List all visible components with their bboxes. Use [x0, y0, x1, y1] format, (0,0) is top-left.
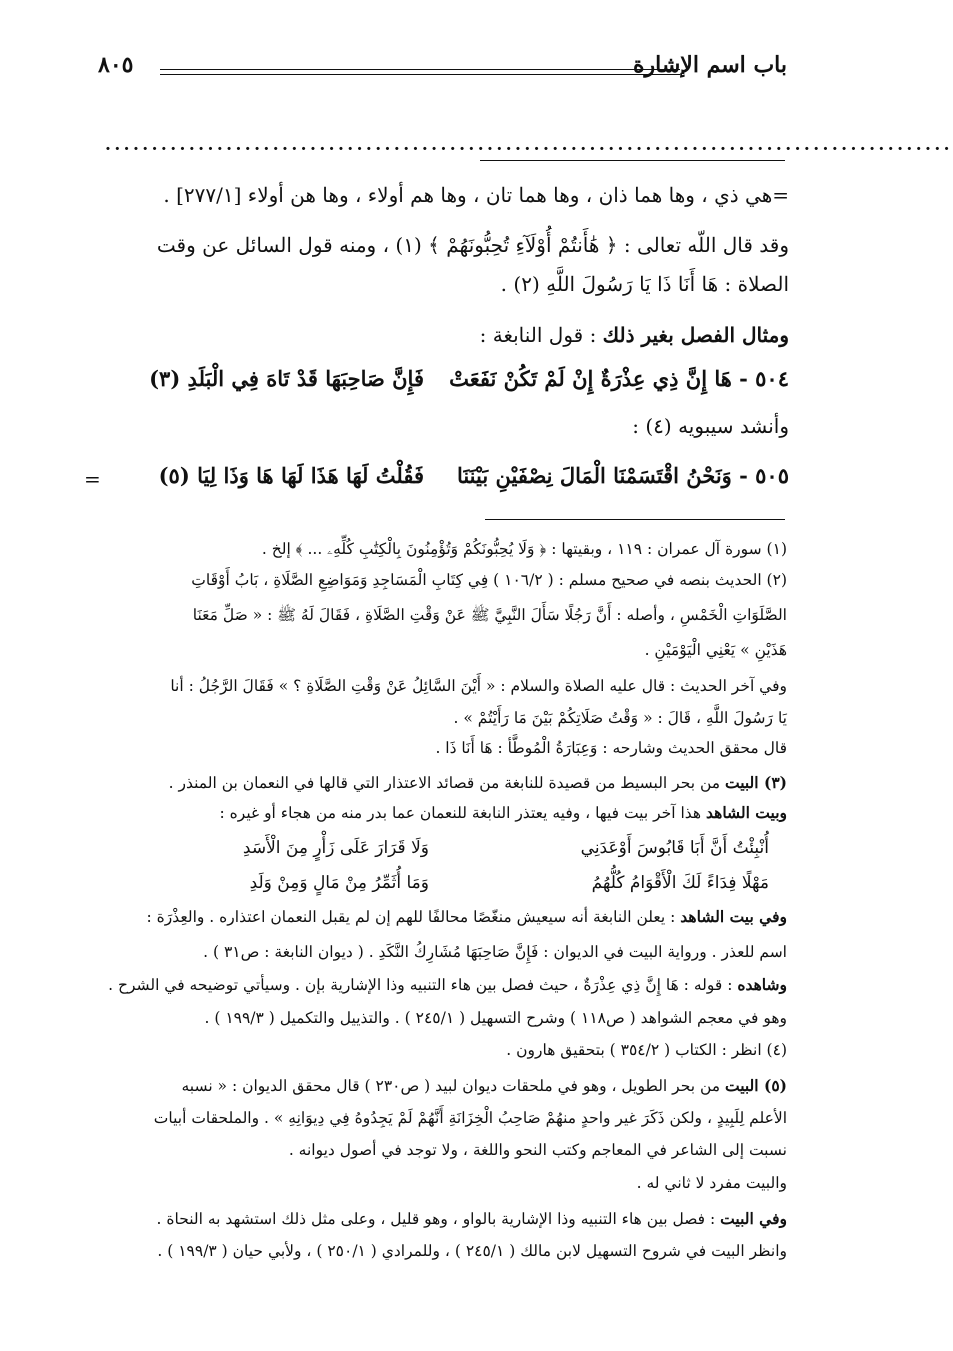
footnote-line	[220, 803, 787, 822]
bold-lead: وفي بيت الشاهد	[680, 907, 787, 926]
bold-lead: ومثال الفصل بغير ذلك	[602, 323, 789, 347]
bold-lead: (٣) البيت	[724, 773, 787, 792]
footnote-text: : يعلن النابغة أنه سيعيش منغّصًا محالفًا للهم إن لم يقبل النعمان اعتذاره . والعِذْرَة :	[146, 908, 681, 926]
main-line: وأنشد سيبويه (٤) :	[632, 414, 789, 438]
bold-lead: وفي البيت	[720, 1209, 787, 1228]
footnote-line: والبيت مفرد لا ثاني له .	[636, 1174, 787, 1192]
quoted-verse-first-hemistich: أُنْبِئْتُ أَنَّ أَبَا قَابُوسَ أَوْعَدَنِي	[580, 838, 769, 858]
footnote-text: : فصل بين هاء التنبيه وذا الإشارية بالواو ، وهو قليل ، وعلى مثل ذلك استشهد به النحاة .	[156, 1210, 721, 1228]
bold-lead: وشاهده	[737, 975, 787, 994]
footnote-line: وهو في معجم الشواهد ( ص١١٨ ) وشرح التسهيل ( ٢٤٥/١ ) . والتذييل والتكميل ( ١٩٩/٣ ) .	[204, 1009, 787, 1027]
verse-504-second-hemistich: فَإِنَّ صَاحِبَهَا قَدْ تَاهَ فِي الْبَلَدِ (٣)	[149, 366, 424, 391]
page-number: ٨٠٥	[98, 52, 134, 78]
footnote-text: هذا آخر بيت فيها ، وفيه يعتذر النابغة للنعمان عما بدر منه من هجاء أو غيره :	[219, 804, 707, 822]
footnote-text: : قوله : هَا إِنَّ ذِي عِذْرَةٌ ، حيث فصل بين هاء التنبيه وذا الإشارية بإن . وسيأتي توضيحه في الشرح .	[108, 976, 738, 994]
footnote-line: الأعلم لِلَبِيدٍ ، ولكن ذَكَرَ غير واحدٍ منهُمْ صَاحِبُ الْخِزَانَةِ أَنَّهُمْ لَمْ يَجِدُوهُ فِي دِيوَانِهِ » . والملحقات أبيات	[153, 1109, 787, 1127]
continuation-rule	[480, 160, 785, 161]
quoted-verse-first-hemistich: مَهْلًا فِدَاءً لَكَ الْأَقْوَامُ كُلُّهُمُ	[591, 873, 769, 893]
footnote-line	[147, 907, 788, 926]
footnote-line: يَا رَسُولَ اللَّهِ ، قَالَ : « وَقْتُ صَلَاتِكُمْ بَيْنَ مَا رَأَيْتُمْ » .	[453, 709, 787, 727]
main-line: وقد قال اللّه تعالى : ﴿ هَٰأَنتُمْ أُوْلَآءِ تُحِبُّونَهُمْ ﴾ (١) ، ومنه قول السائل عن وقت	[156, 233, 789, 257]
quoted-verse-second-hemistich: وَلَا قَرَارَ عَلَى زَأْرٍ مِنَ الْأَسَدِ	[242, 838, 429, 858]
footnote-line: هَذَيْنِ » يَعْنِي الْيَوْمَيْنِ .	[644, 641, 787, 659]
main-line	[480, 323, 789, 347]
footnote-line: الصَّلَوَاتِ الْخَمْسِ ، وأصله : أَنَّ رَجُلًا سَأَلَ النَّبِيَّ ﷺ عَنْ وَقْتِ الصَّلَاةِ ، فَقَالَ لَهُ ﷺ : « صَلِّ مَعَنَا	[192, 606, 787, 624]
continuation-mark: =	[84, 467, 101, 491]
footnote-text: من بحر الطويل ، وهو في ملحقات ديوان لبيد ( ص٢٣٠ ) قال محقق الديوان : « نسبه	[181, 1077, 725, 1095]
bold-lead: وبيت الشاهد	[706, 803, 787, 822]
footnote-line: وانظر البيت في شروح التسهيل لابن مالك ( ٢٤٥/١ ) ، وللمرادي ( ٢٥٠/١ ) ، ولأبي حيان ( ١٩٩/٣ ) .	[157, 1242, 787, 1260]
verse-505-second-hemistich: فَقُلْتُ لَهَا هَذَا لَهَا هَا وَذَا لِيَا (٥)	[158, 463, 424, 488]
footnote-line: قال محقق الحديث وشارحه : وَعِبَارَةُ الْمُوطَّأ : هَا أَنَا ذَا .	[435, 739, 787, 757]
bold-lead: (٥) البيت	[724, 1076, 787, 1095]
dotted-separator: ...........................................................................................	[105, 135, 953, 155]
footnote-line: (١) سورة آل عمران : ١١٩ ، وبقيتها : ﴿ وَلَا يُحِبُّونَكُمْ وَتُؤْمِنُونَ بِالْكِتَٰبِ كُلِّهِۦ ... ﴾ إلخ .	[261, 540, 787, 558]
footnote-line: اسم للعذر . ورواية البيت في الديوان : فَإِنَّ صَاحِبَهَا مُشَارِكُ النَّكَدِ . ( ديوان النابغة : ص٣١ ) .	[203, 943, 787, 961]
footnote-line: (٢) الحديث بنصه في صحيح مسلم : ( ١٠٦/٢ ) فِي كِتَابِ الْمَسَاجِدِ وَمَوَاضِعِ الصَّلَاةِ ، بَابُ أَوْقَاتِ	[191, 571, 787, 589]
footnote-line	[157, 1209, 788, 1228]
footnote-text: من بحر البسيط من قصيدة للنابغة من قصائد الاعتذار التي قالها في النعمان بن المنذر .	[168, 774, 725, 792]
footnote-line: وفي آخر الحديث : قال عليه الصلاة والسلام : « أَيْنَ السَّائِلُ عَنْ وَقْتِ الصَّلَاةِ ؟ » فَقَالَ الرَّجُلُ : أنا	[170, 677, 787, 695]
verse-504-first-hemistich: ٥٠٤ - هَا إِنَّ ذِي عِذْرَةٌ إِنْ لَمْ تَكُنْ نَفَعَتْ	[449, 366, 789, 391]
running-header-title: باب اسم الإشارة	[633, 52, 787, 78]
header-rule	[160, 74, 680, 75]
quoted-verse-second-hemistich: وَمَا أُثَمِّرُ مِنْ مَالٍ وَمِنْ وَلَدِ	[249, 873, 429, 893]
footnote-line	[169, 773, 787, 792]
footnote-line: (٤) انظر : الكتاب ( ٣٥٤/٢ ) بتحقيق هارون .	[506, 1041, 787, 1059]
main-line: الصلاة : هَا أَنَا ذَا يَا رَسُولَ اللَّهِ (٢) .	[500, 272, 789, 296]
footnote-line	[108, 975, 787, 994]
footnote-line: نسبت إلى الشاعر في المعاجم وكتب النحو واللغة ، ولا توجد في أصول ديوانه .	[288, 1141, 787, 1159]
footnote-rule	[485, 519, 785, 520]
main-line-rest: : قول النابغة :	[479, 323, 603, 347]
header-rule	[160, 69, 680, 70]
main-line: =هي ذي ، وها هما ذان ، وها هما تان ، وها هم أولاء ، وها هن أولاء [٢٧٧/١] .	[163, 183, 789, 207]
footnote-line	[182, 1076, 788, 1095]
verse-505-first-hemistich: ٥٠٥ - وَنَحْنُ اقْتَسَمْنَا الْمَالَ نِصْفَيْنِ بَيْنَنَا	[456, 463, 789, 488]
